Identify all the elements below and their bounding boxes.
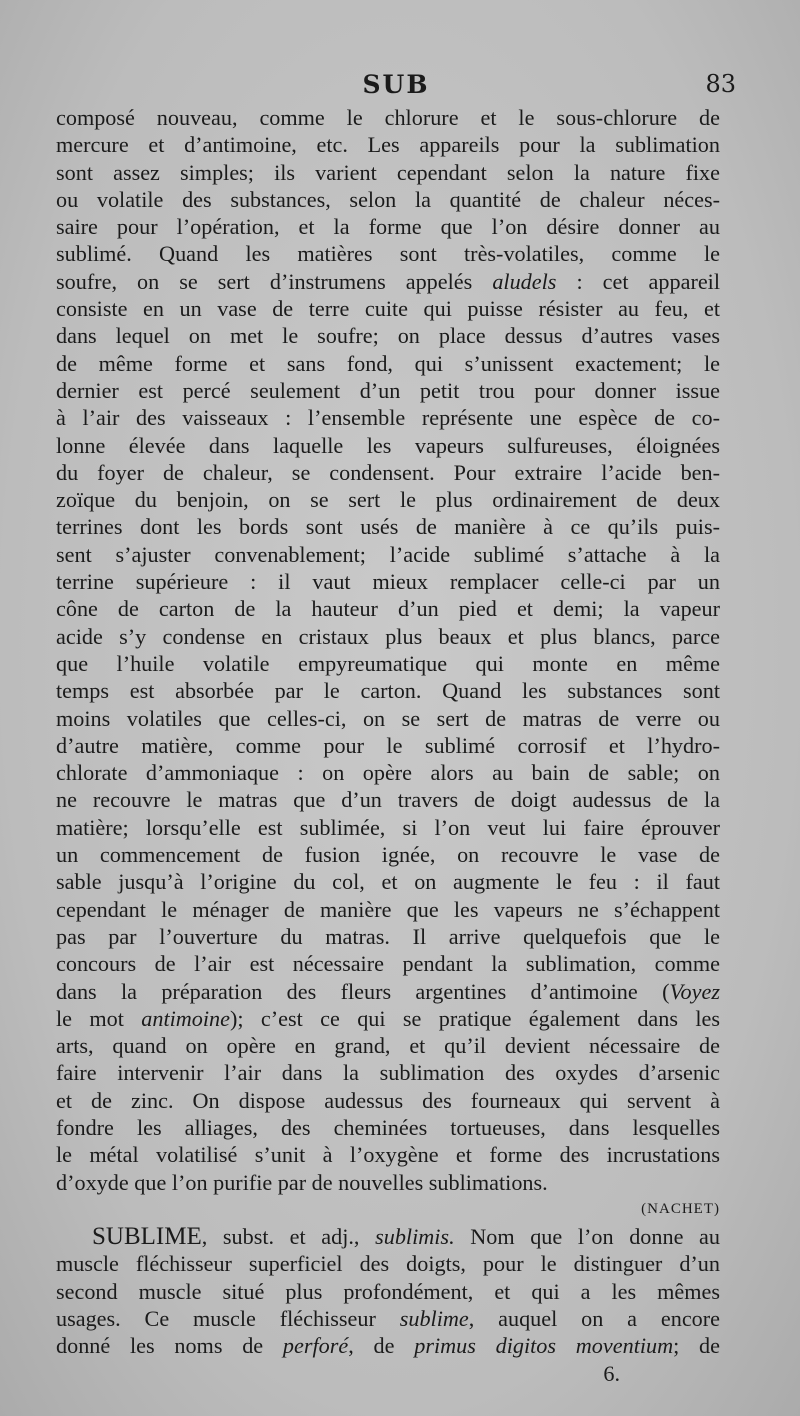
text-segment: ); c’est ce qui se pratique également dans les [230,1005,720,1031]
italic-term-aludels: aludels [492,268,557,294]
text-line: sublimé. Quand les matières sont très-volatiles, comme le [56,241,720,267]
catchword: 6. [603,1360,620,1386]
text-line: sable jusqu’à l’origine du col, et on augmente le feu : il faut [56,869,720,895]
text-line: matière; lorsqu’elle est sublimée, si l’on veut lui faire éprouver [56,814,720,840]
text-segment: dans la préparation des fleurs argentines d’antimoine ( [56,978,670,1004]
text-line: d’autre matière, comme pour le sublimé corrosif et l’hydro- [56,732,720,758]
text-line: zoïque du benjoin, on se sert le plus ordinairement de deux [56,487,720,513]
text-line: consiste en un vase de terre cuite qui puisse résister au feu, et [56,296,720,322]
text-line [56,1005,720,1032]
text-line: d’oxyde que l’on purifie par de nouvelles sublimations. [56,1169,548,1195]
text-segment: usages. Ce muscle fléchisseur [56,1306,376,1332]
text-segment: soufre, on se sert d’instrumens appelés [56,268,473,294]
text-segment: , de [348,1333,395,1359]
text-line: et de zinc. On dispose audessus des fourneaux qui servent à [56,1087,720,1113]
text-line: cône de carton de la hauteur d’un pied et demi; la vapeur [56,596,720,622]
text-line: de même forme et sans fond, qui s’unissent exactement; le [56,350,720,376]
page-number: 83 [705,70,736,98]
text-line [56,268,720,295]
text-line: chlorate d’ammoniaque : on opère alors au bain de sable; on [56,760,720,786]
text-segment: : cet appareil [556,268,721,294]
text-line: saire pour l’opération, et la forme que l’on désire donner au [56,214,720,240]
text-line: sont assez simples; ils varient cependant selon la nature fixe [56,159,720,185]
body-text [56,104,720,1387]
text-segment: , auquel on a encore [468,1306,720,1332]
entry-line [56,1332,720,1359]
text-line: lonne élevée dans laquelle les vapeurs sulfureuses, éloignées [56,432,720,458]
text-line: fondre les alliages, des cheminées tortueuses, dans lesquelles [56,1114,720,1140]
text-segment: ; de [673,1333,720,1359]
entry-line [56,1305,720,1332]
text-segment: , subst. et adj., [201,1224,360,1250]
text-line: du foyer de chaleur, se condensent. Pour extraire l’acide ben- [56,459,720,485]
text-line: sent s’ajuster convenablement; l’acide sublimé s’attache à la [56,541,720,567]
text-line: terrine supérieure : il vaut mieux remplacer celle-ci par un [56,569,720,595]
text-line: composé nouveau, comme le chlorure et le sous-chlorure de [56,105,720,130]
text-line [56,978,720,1005]
text-line: acide s’y condense en cristaux plus beaux et plus blancs, parce [56,623,720,649]
page-header [56,70,736,100]
entry-headword: SUBLIME [92,1223,202,1251]
entry-line: muscle fléchisseur superficiel des doigts, pour le distinguer d’un [56,1251,720,1277]
text-line: le métal volatilisé s’unit à l’oxygène et forme des incrustations [56,1142,720,1168]
text-line: à l’air des vaisseaux : l’ensemble représente une espèce de co- [56,405,720,431]
text-line: cependant le ménager de manière que les vapeurs ne s’échappent [56,896,720,922]
italic-term-antimoine: antimoine [141,1005,230,1031]
italic-term-sublime: sublime [399,1306,469,1332]
italic-term-perfore: perforé [282,1333,349,1359]
text-segment: le mot [56,1005,124,1031]
text-line: faire intervenir l’air dans la sublimation des oxydes d’arsenic [56,1060,720,1086]
text-line: terrines dont les bords sont usés de manière à ce qu’ils puis- [56,514,720,540]
italic-term-sublimis: sublimis. [375,1224,455,1250]
text-line: que l’huile volatile empyreumatique qui monte en même [56,650,720,676]
author-signature: (NACHET) [641,1200,720,1217]
text-line: temps est absorbée par le carton. Quand les substances sont [56,678,720,704]
text-line: ne recouvre le matras que d’un travers de doigt audessus de la [56,787,720,813]
entry-line [56,1223,720,1250]
text-line: dans lequel on met le soufre; on place dessus d’autres vases [56,323,720,349]
text-segment: donné les noms de [56,1333,264,1359]
text-line: ou volatile des substances, selon la quantité de chaleur néces- [56,186,720,212]
text-line: pas par l’ouverture du matras. Il arrive quelquefois que le [56,923,720,949]
text-line: concours de l’air est nécessaire pendant la sublimation, comme [56,951,720,977]
running-head: SUB [362,70,430,99]
text-line: dernier est percé seulement d’un petit trou pour donner issue [56,377,720,403]
italic-term-primus: primus digitos moventium [414,1333,674,1359]
text-line: arts, quand on opère en grand, et qu’il devient nécessaire de [56,1033,720,1059]
text-line: moins volatiles que celles-ci, on se sert de matras de verre ou [56,705,720,731]
text-segment: Nom que l’on donne au [454,1224,720,1250]
entry-line: second muscle situé plus profondément, et qui a les mêmes [56,1278,720,1304]
text-line: un commencement de fusion ignée, on recouvre le vase de [56,842,720,868]
text-line: mercure et d’antimoine, etc. Les appareils pour la sublimation [56,132,720,158]
italic-term-voyez: Voyez [669,978,720,1004]
